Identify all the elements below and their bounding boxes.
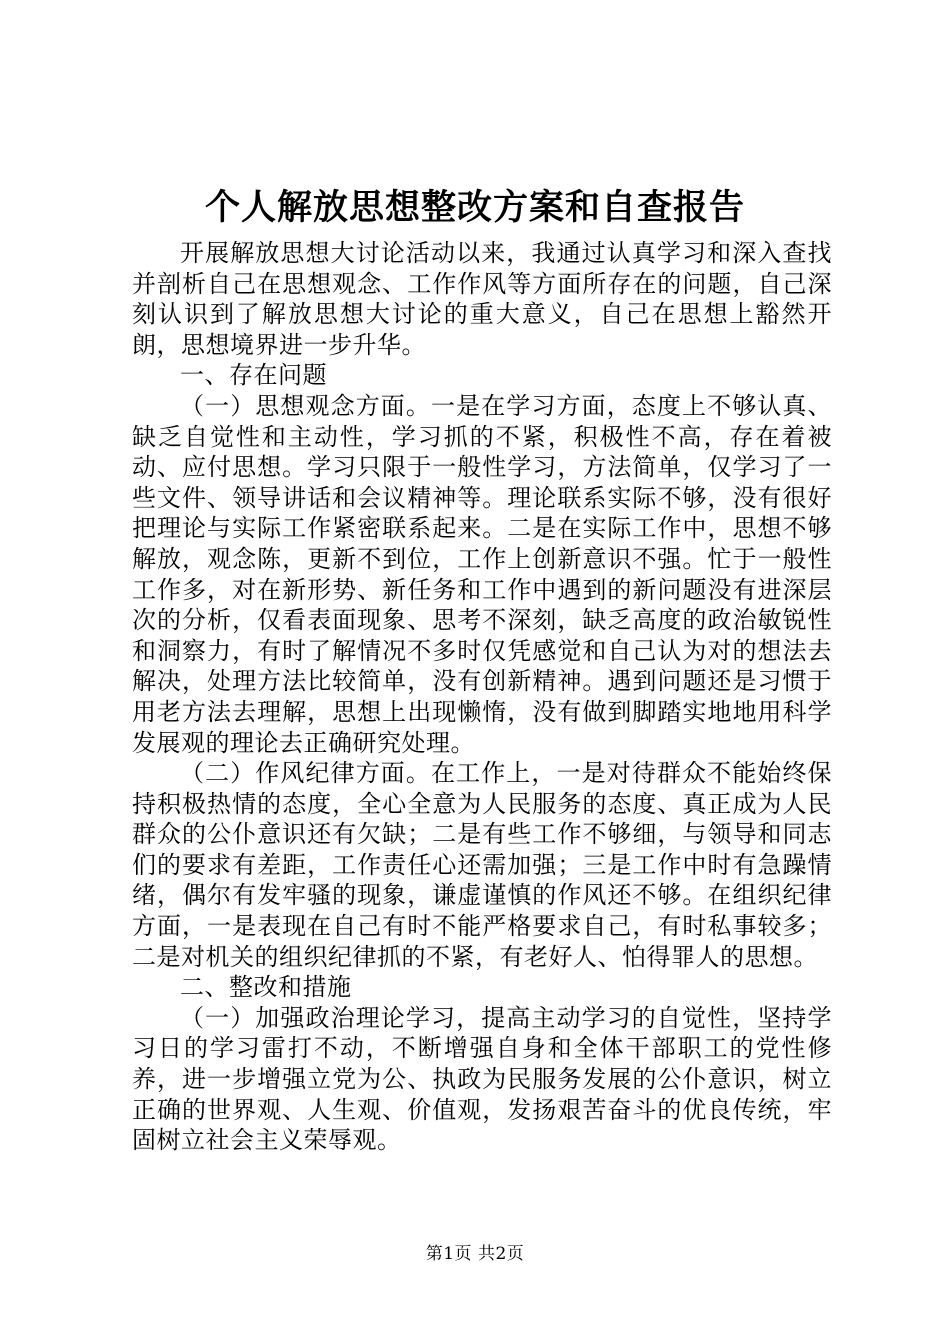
document-title: 个人解放思想整改方案和自查报告 — [204, 187, 745, 228]
paragraph-discipline: （二）作风纪律方面。在工作上，一是对待群众不能始终保持积极热情的态度，全心全意为人民服务的态度、真正成为人民群众的公仆意识还有欠缺；二是有些工作不够细，与领导和同志们的要求有差距，工作责任心还需加强；三是工作中时有急躁情绪，偶尔有发牢骚的现象，谦虚谨慎的作风还不够。在组织纪律方面，一是表现在自己有时不能严格要求自己，有时私事较多；二是对机关的组织纪律抓的不紧，有老好人、怕得罪人的思想。 — [132, 759, 832, 971]
document-body — [132, 238, 832, 1156]
section-heading-measures: 二、整改和措施 — [180, 973, 352, 1002]
paragraph-study: （一）加强政治理论学习，提高主动学习的自觉性，坚持学习日的学习雷打不动，不断增强自身和全体干部职工的党性修养，进一步增强立党为公、执政为民服务发展的公仆意识，树立正确的世界观、人生观、价值观，发扬艰苦奋斗的优良传统，牢固树立社会主义荣辱观。 — [132, 1003, 832, 1155]
page-footer: 第1页 共2页 — [425, 1244, 525, 1264]
paragraph-thinking: （一）思想观念方面。一是在学习方面，态度上不够认真、缺乏自觉性和主动性，学习抓的不紧，积极性不高，存在着被动、应付思想。学习只限于一般性学习，方法简单，仅学习了一些文件、领导讲话和会议精神等。理论联系实际不够，没有很好把理论与实际工作紧密联系起来。二是在实际工作中，思想不够解放，观念陈，更新不到位，工作上创新意识不强。忙于一般性工作多，对在新形势、新任务和工作中遇到的新问题没有进深层次的分析，仅看表面现象、思考不深刻，缺乏高度的政治敏锐性和洞察力，有时了解情况不多时仅凭感觉和自己认为对的想法去解决，处理方法比较简单，没有创新精神。遇到问题还是习惯于用老方法去理解，思想上出现懒惰，没有做到脚踏实地地用科学发展观的理论去正确研究处理。 — [132, 391, 832, 757]
intro-paragraph: 开展解放思想大讨论活动以来，我通过认真学习和深入查找并剖析自己在思想观念、工作作风等方面所存在的问题，自己深刻认识到了解放思想大讨论的重大意义，自己在思想上豁然开朗，思想境界进一步升华。 — [132, 239, 832, 359]
section-heading-problems: 一、存在问题 — [180, 361, 327, 390]
